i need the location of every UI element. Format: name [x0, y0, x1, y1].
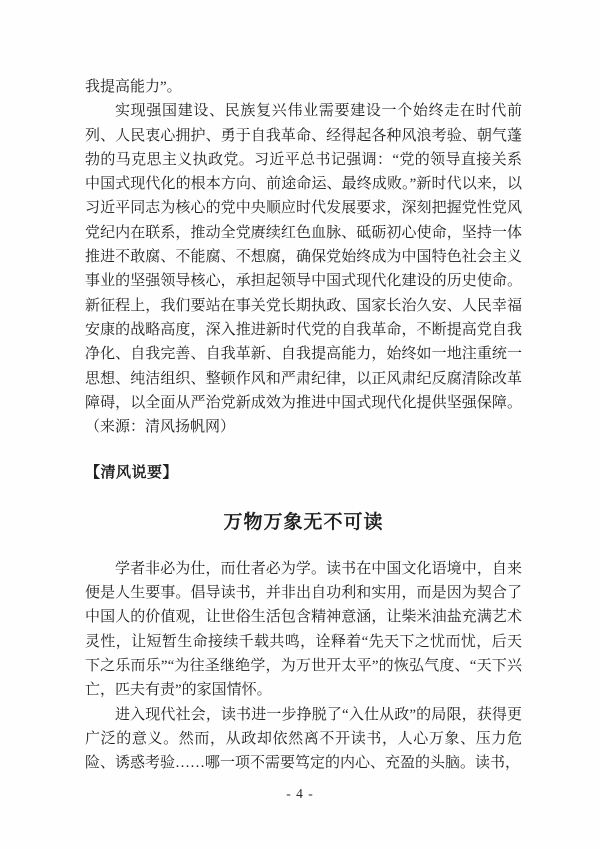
page-number: - 4 -: [286, 786, 314, 801]
article-title: 万物万象无不可读: [223, 511, 384, 533]
page-body: [85, 75, 522, 775]
page-footer: [0, 786, 600, 802]
paragraph-modern-society: 进入现代社会，读书进一步挣脱了“入仕从政”的局限，获得更广泛的意义。然而，从政却依然离不开读书，人心万象、压力危险、诱惑考验……哪一项不需要笃定的内心、充盈的头脑。读书，: [85, 706, 522, 772]
section-heading: 【清风说要】: [85, 465, 179, 482]
paragraph-continuation: 我提高能力”。: [85, 79, 182, 95]
paragraph-party-self-revolution: 实现强国建设、民族复兴伟业需要建设一个始终走在时代前列、人民衷心拥护、勇于自我革命、经得起各种风浪考验、朝气蓬勃的马克思主义执政党。习近平总书记强调：“党的领导直接关系中国式现代化的根本方向、前途命运、最终成败。”新时代以来，以习近平同志为核心的党中央顺应时代发展要求，深刻把握党性党风党纪内在联系，推动全党赓续红色血脉、砥砺初心使命，坚持一体推进不敢腐、不能腐、不想腐，确保党始终成为中国特色社会主义事业的坚强领导核心，承担起领导中国式现代化建设的历史使命。新征程上，我们要站在事关党长期执政、国家长治久安、人民幸福安康的战略高度，深入推进新时代党的自我革命，不断提高党自我净化、自我完善、自我革新、自我提高能力，始终如一地注重统一思想、纯洁组织、整顿作风和严肃纪律，以正风肃纪反腐清除改革障碍，以全面从严治党新成效为推进中国式现代化提供坚强保障。（来源：清风扬帆网）: [85, 103, 522, 436]
paragraph-reading-culture: 学者非必为仕，而仕者必为学。读书在中国文化语境中，自来便是人生要事。倡导读书，并非出自功利和实用，而是因为契合了中国人的价值观，让世俗生活包含精神意涵，让柴米油盐充满艺术灵性，让短暂生命接续千载共鸣，诠释着“先天下之忧而忧，后天下之乐而乐”“为往圣继绝学，为万世开太平”的恢弘气度、“天下兴亡，匹夫有责”的家国情怀。: [85, 560, 522, 699]
